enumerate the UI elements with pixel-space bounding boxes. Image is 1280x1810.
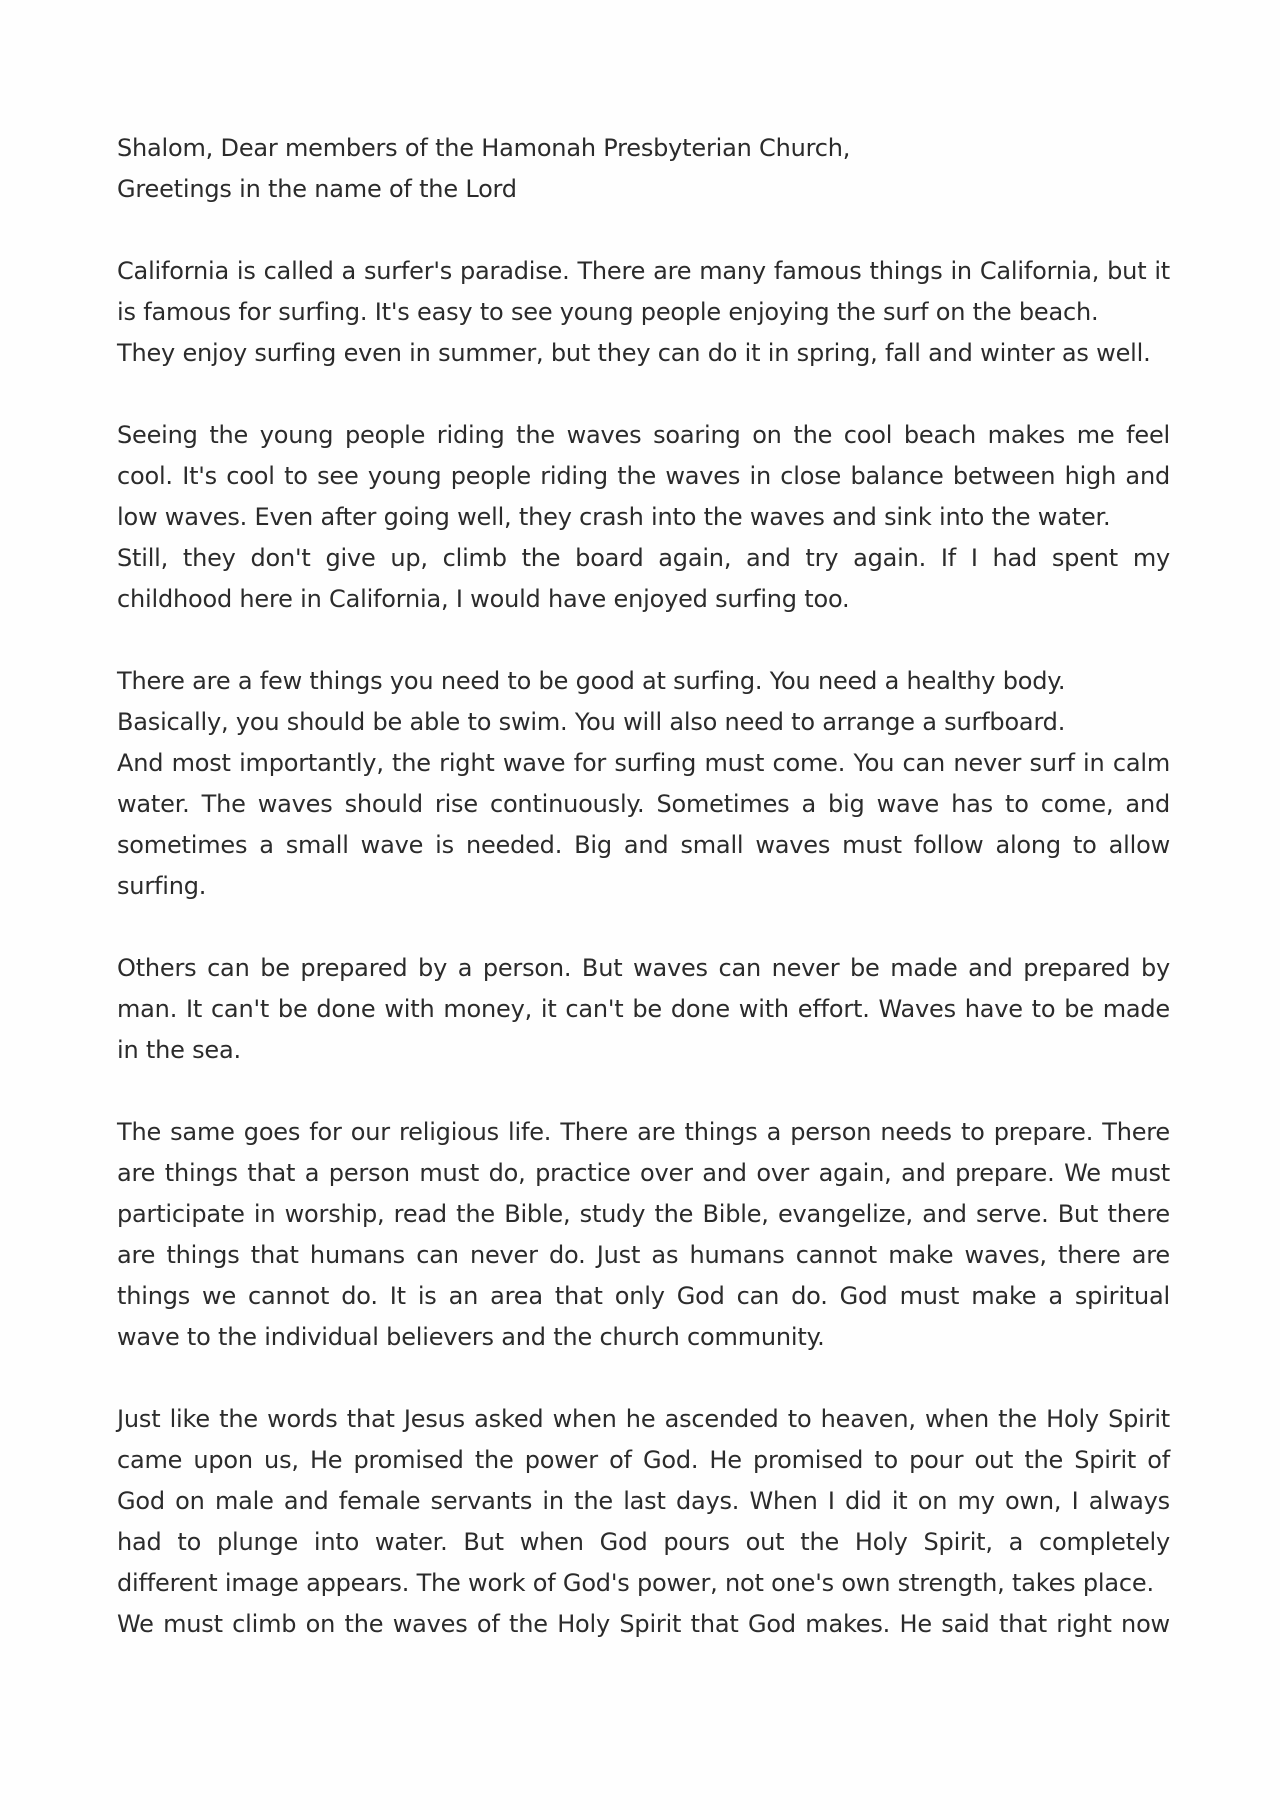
text-line: California is called a surfer's paradise. There are many famous things in California, but it	[117, 257, 1170, 285]
text-line: are things that a person must do, practice over and over again, and prepare. We must	[117, 1159, 1170, 1187]
paragraph	[117, 415, 1170, 620]
text-line: They enjoy surfing even in summer, but they can do it in spring, fall and winter as well.	[117, 339, 1151, 367]
text-line: We must climb on the waves of the Holy Spirit that God makes. He said that right now	[117, 1610, 1170, 1638]
text-line: sometimes a small wave is needed. Big and small waves must follow along to allow	[117, 831, 1170, 859]
greeting	[117, 128, 1170, 210]
text-line: cool. It's cool to see young people riding the waves in close balance between high and	[117, 462, 1170, 490]
text-line: childhood here in California, I would have enjoyed surfing too.	[117, 585, 850, 613]
text-line: came upon us, He promised the power of God. He promised to pour out the Spirit of	[117, 1446, 1170, 1474]
text-line: The same goes for our religious life. There are things a person needs to prepare. There	[117, 1118, 1170, 1146]
paragraph	[117, 1399, 1170, 1645]
text-line: is famous for surfing. It's easy to see young people enjoying the surf on the beach.	[117, 298, 1099, 326]
letter-body	[117, 128, 1170, 1645]
text-line: Basically, you should be able to swim. You will also need to arrange a surfboard.	[117, 708, 1066, 736]
text-line: man. It can't be done with money, it can't be done with effort. Waves have to be made	[117, 995, 1170, 1023]
text-line: Just like the words that Jesus asked when he ascended to heaven, when the Holy Spirit	[117, 1405, 1170, 1433]
text-line: participate in worship, read the Bible, study the Bible, evangelize, and serve. But there	[117, 1200, 1170, 1228]
text-line: There are a few things you need to be good at surfing. You need a healthy body.	[117, 667, 1066, 695]
paragraph	[117, 251, 1170, 374]
text-line: in the sea.	[117, 1036, 241, 1064]
text-line: things we cannot do. It is an area that only God can do. God must make a spiritual	[117, 1282, 1170, 1310]
text-line: low waves. Even after going well, they crash into the waves and sink into the water.	[117, 503, 1111, 531]
text-line: God on male and female servants in the last days. When I did it on my own, I always	[117, 1487, 1170, 1515]
text-line: Seeing the young people riding the waves soaring on the cool beach makes me feel	[117, 421, 1170, 449]
text-line: had to plunge into water. But when God pours out the Holy Spirit, a completely	[117, 1528, 1170, 1556]
text-line: Still, they don't give up, climb the board again, and try again. If I had spent my	[117, 544, 1170, 572]
greeting-line: Greetings in the name of the Lord	[117, 175, 517, 203]
text-line: are things that humans can never do. Just as humans cannot make waves, there are	[117, 1241, 1170, 1269]
text-line: water. The waves should rise continuously. Sometimes a big wave has to come, and	[117, 790, 1170, 818]
text-line: wave to the individual believers and the church community.	[117, 1323, 825, 1351]
paragraph	[117, 1112, 1170, 1358]
text-line: And most importantly, the right wave for surfing must come. You can never surf in calm	[117, 749, 1170, 777]
greeting-line: Shalom, Dear members of the Hamonah Presbyterian Church,	[117, 134, 851, 162]
text-line: surfing.	[117, 872, 207, 900]
paragraph	[117, 661, 1170, 907]
text-line: different image appears. The work of God's power, not one's own strength, takes place.	[117, 1569, 1154, 1597]
text-line: Others can be prepared by a person. But waves can never be made and prepared by	[117, 954, 1170, 982]
paragraph	[117, 948, 1170, 1071]
